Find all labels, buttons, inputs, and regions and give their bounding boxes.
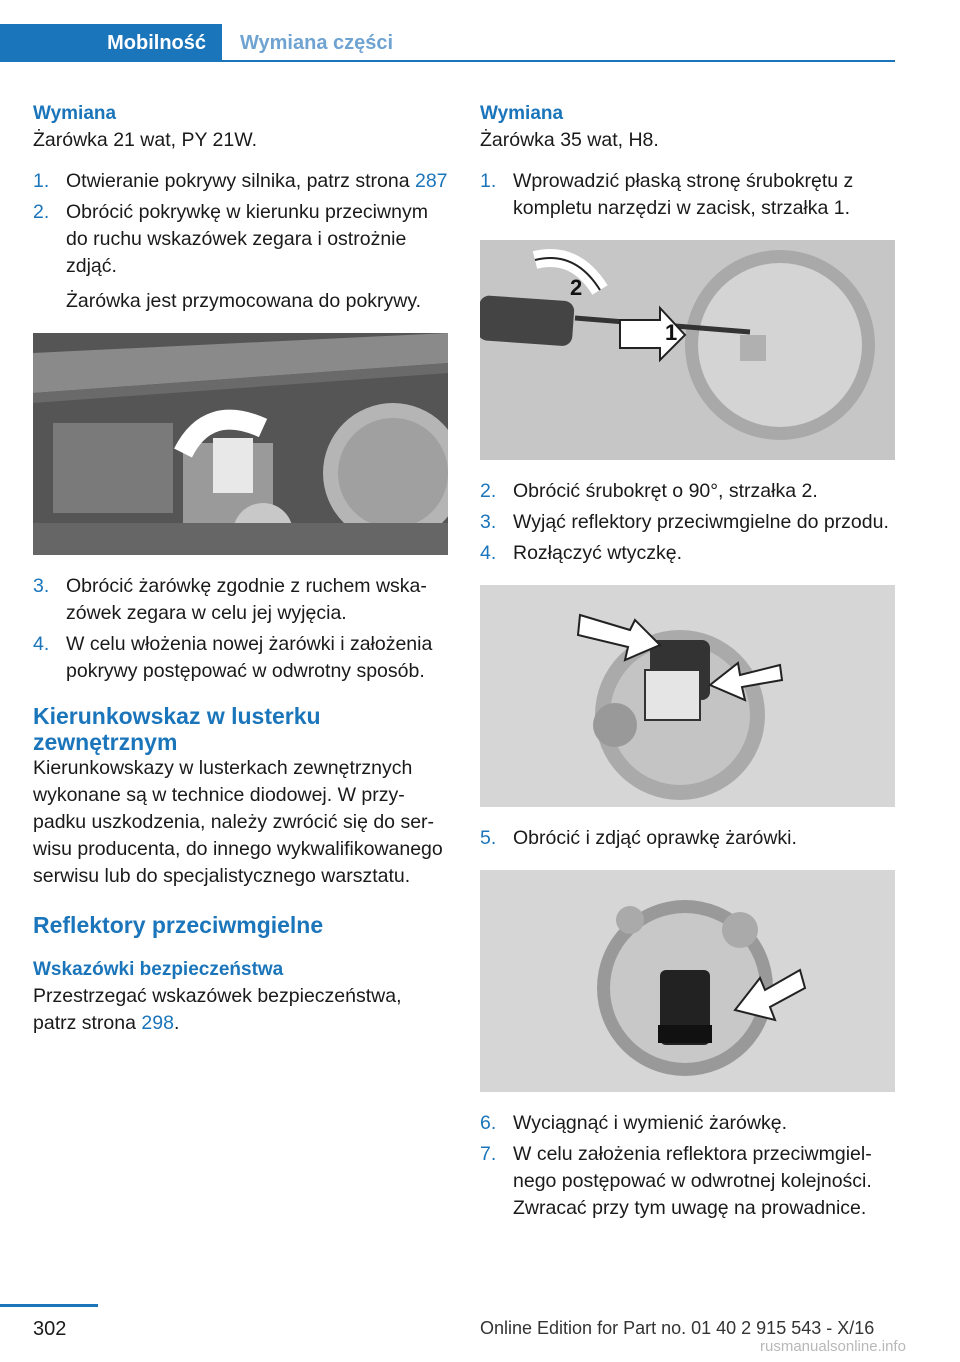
subhead-wymiana: Wymiana <box>33 103 117 124</box>
section-heading: Kierunkowskaz w lusterku zewnętrznym <box>33 703 321 755</box>
page-number: 302 <box>33 1318 67 1340</box>
step-text: Obrócić i zdjąć oprawkę żarówki. <box>513 827 797 849</box>
tab-label: Wymiana części <box>240 31 394 54</box>
fog-lamp-connector-image <box>480 585 895 807</box>
step-text: Rozłączyć wtyczkę. <box>513 542 683 564</box>
bulb-holder-image <box>480 870 895 1092</box>
arrow-label-2: 2 <box>570 275 583 300</box>
header-bar <box>0 0 895 62</box>
step-item <box>480 1141 896 1222</box>
step-note: Żarówka jest przymocowana do pokrywy. <box>66 290 422 312</box>
safety-text-body: Przestrzegać wskazówek bezpieczeństwa, patrz strona <box>33 985 402 1034</box>
step-item <box>33 168 449 195</box>
tab-mobilnosc[interactable] <box>0 24 222 62</box>
step-text: W celu założenia reflektora przeciwmgielnego postępować w odwrotnej kolejności. Zwracać przy tym uwagę na prowadnice. <box>513 1143 872 1219</box>
step-text: Wyciągnąć i wymienić żarówkę. <box>513 1112 787 1134</box>
step-item <box>33 631 449 685</box>
step-number: 3. <box>33 575 50 597</box>
step-number: 1. <box>480 170 497 192</box>
step-item <box>33 573 449 627</box>
header-divider <box>222 60 895 62</box>
page-link-287[interactable]: 287 <box>414 170 448 192</box>
step-item <box>480 478 896 505</box>
step-item <box>480 1110 896 1137</box>
step-item <box>33 199 449 280</box>
step-text: Wyjąć reflektory przeciwmgielne do przodu. <box>513 511 889 533</box>
step-number: 3. <box>480 511 497 533</box>
subhead-wymiana: Wymiana <box>480 103 564 124</box>
step-text: Obrócić śrubokręt o 90°, strzałka 2. <box>513 480 818 502</box>
left-column <box>33 100 449 1037</box>
edition-text: Online Edition for Part no. 01 40 2 915 543 - X/16 <box>480 1318 875 1338</box>
engine-bulb-cover-image <box>33 333 448 555</box>
tab-label: Mobilność <box>107 31 206 54</box>
step-text: Obrócić żarówkę zgodnie z ruchem wskazówek zegara w celu jej wyjęcia. <box>66 575 427 624</box>
section-heading: Reflektory przeciwmgielne <box>33 912 324 938</box>
step-number: 4. <box>480 542 497 564</box>
tab-wymiana-czesci[interactable] <box>240 24 393 62</box>
step-number: 6. <box>480 1112 497 1134</box>
screwdriver-image <box>480 240 895 460</box>
step-number: 2. <box>480 480 497 502</box>
step-number: 5. <box>480 827 497 849</box>
step-item <box>480 825 896 852</box>
step-number: 2. <box>33 201 50 223</box>
step-item <box>480 168 896 222</box>
watermark: rusmanualsonline.info <box>760 1338 906 1355</box>
step-text: Wprowadzić płaską stronę śrubokrętu z kompletu narzędzi w zacisk, strzałka 1. <box>513 170 854 219</box>
intro-text: Żarówka 35 wat, H8. <box>480 129 659 151</box>
page-link-298[interactable]: 298 <box>141 1012 174 1034</box>
step-item <box>480 540 896 567</box>
step-text: W celu włożenia nowej żarówki i założenia pokrywy postępować w odwrotny sposób. <box>66 633 433 682</box>
footer-divider <box>0 1304 98 1307</box>
step-text: Otwieranie pokrywy silnika, patrz strona <box>66 170 415 192</box>
intro-text: Żarówka 21 wat, PY 21W. <box>33 129 257 151</box>
section-body: Kierunkowskazy w lusterkach zewnętrznych wykonane są w technice diodowej. W przypadku uszkodzenia, należy zwrócić się do serwisu producenta, do innego wykwalifikowanego serwisu lub do specjalistycznego warsztatu. <box>33 757 443 887</box>
step-number: 7. <box>480 1143 497 1165</box>
safety-text-end: . <box>173 1012 180 1034</box>
step-text: Obrócić pokrywkę w kierunku przeciwnym do ruchu wskazówek zegara i ostrożnie zdjąć. <box>66 201 428 277</box>
arrow-label-1: 1 <box>665 320 678 345</box>
step-item <box>480 509 896 536</box>
subsection-heading: Wskazówki bezpieczeństwa <box>33 959 284 980</box>
right-column <box>480 100 896 1222</box>
step-number: 1. <box>33 170 50 192</box>
step-number: 4. <box>33 633 50 655</box>
safety-text <box>33 983 449 1037</box>
